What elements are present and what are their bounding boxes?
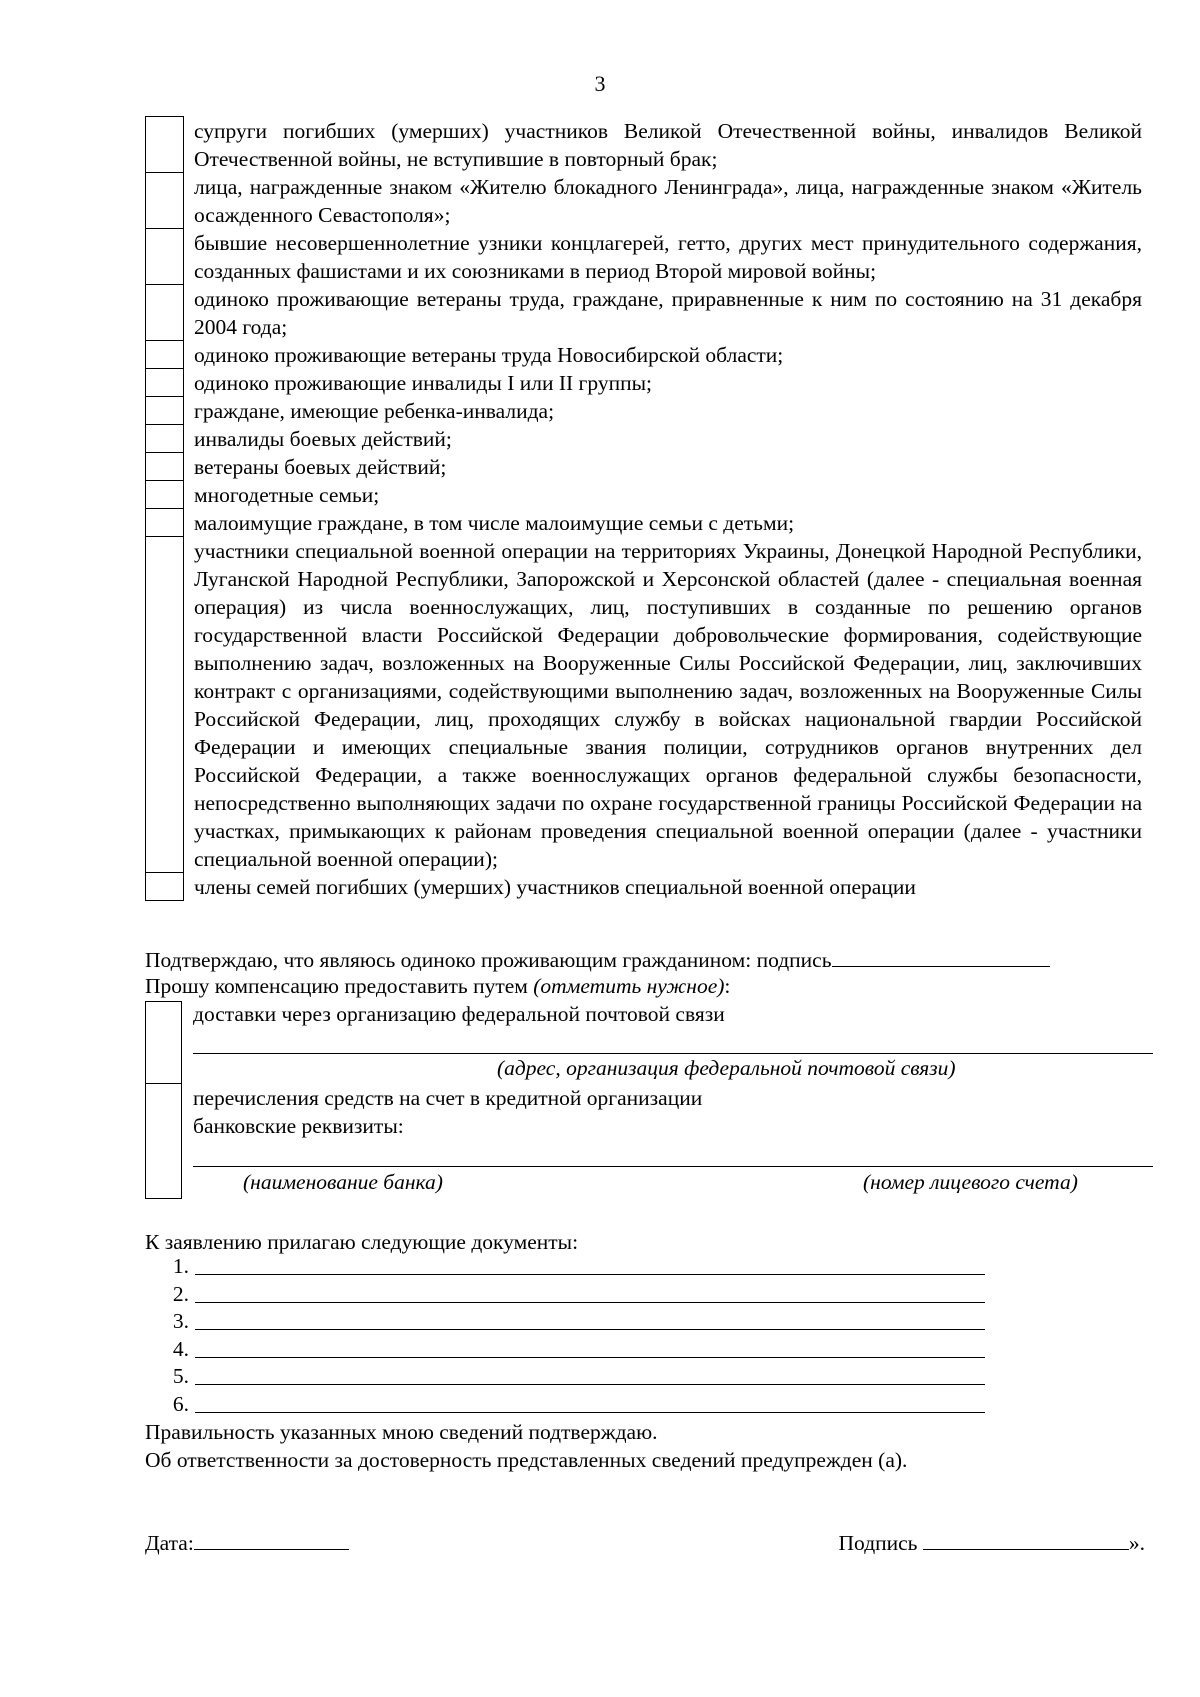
category-checkbox[interactable] (146, 509, 184, 537)
date-blank[interactable] (194, 1529, 349, 1550)
post-delivery-checkbox[interactable] (145, 1001, 182, 1083)
bank-details-line[interactable] (193, 1166, 1153, 1167)
confirm-responsibility: Об ответственности за достоверность представленных сведений предупрежден (а). (145, 1448, 908, 1472)
page-number: 3 (594, 71, 606, 96)
category-label: лица, награжденные знаком «Жителю блокадного Ленинграда», лица, награжденные знаком «Житель осажденного Севастополя»; (194, 174, 1142, 227)
category-checkbox[interactable] (146, 173, 184, 229)
signature-line[interactable] (923, 1529, 1129, 1550)
category-checkbox[interactable] (146, 873, 184, 901)
signature-blank[interactable] (832, 946, 1050, 967)
category-table (145, 116, 1143, 901)
category-label: одиноко проживающие ветераны труда, граждане, приравненные к ним по состоянию на 31 декабря 2004 года; (194, 286, 1142, 339)
confirm-correctness: Правильность указанных мною сведений подтверждаю. (145, 1420, 658, 1444)
document-entry-line[interactable] (195, 1302, 985, 1303)
document-entry-line[interactable] (195, 1357, 985, 1358)
category-label: многодетные семьи; (194, 482, 380, 507)
document-item (165, 1363, 1005, 1391)
date-field (145, 1529, 349, 1557)
category-label: участники специальной военной операции на территориях Украины, Донецкой Народной Республики, Луганской Народной Республики, Запорожской и Херсонской областей (далее - специальная военная операция) из числа военнослужащих, лиц, поступивших в созданные по решению органов государственной власти Российской Федерации добровольческие формирования, содействующие выполнению задач, возложенных на Вооруженные Силы Российской Федерации, лиц, заключивших контракт с организациями, содействующими выполнению задач, возложенных на Вооруженные Силы Российской Федерации, лиц, проходящих службу в войсках национальной гвардии Российской Федерации и имеющих специальные звания полиции, сотрудников органов внутренних дел Российской Федерации, а также военнослужащих органов федеральной службы безопасности, непосредственно выполняющих задачи по охране государственной границы Российской Федерации на участках, примыкающих к районам проведения специальной военной операции (далее - участники специальной военной операции); (194, 538, 1142, 871)
category-row (146, 873, 1143, 901)
category-label: бывшие несовершеннолетние узники концлагерей, гетто, других мест принудительного содержания, созданных фашистами и их союзниками в период Второй мировой войны; (194, 230, 1142, 283)
document-entry-line[interactable] (195, 1329, 985, 1330)
category-row (146, 173, 1143, 229)
signature-field (839, 1529, 1145, 1557)
category-label: одиноко проживающие ветераны труда Новосибирской области; (194, 342, 784, 367)
signature-label: Подпись (838, 1531, 918, 1555)
payment-method-block (145, 1001, 1155, 1199)
payment-method-prompt (145, 972, 1145, 1000)
payment-method-text: Прошу компенсацию предоставить путем (145, 974, 528, 998)
payment-method-colon: : (724, 974, 731, 998)
category-row (146, 369, 1143, 397)
document-number: 6. (172, 1391, 189, 1416)
category-row (146, 397, 1143, 425)
date-label: Дата: (145, 1531, 194, 1555)
bank-name-caption: (наименование банка) (243, 1170, 443, 1194)
category-checkbox[interactable] (146, 369, 184, 397)
single-resident-confirmation (145, 946, 1145, 974)
document-item (165, 1308, 1005, 1336)
document-number: 2. (172, 1281, 189, 1306)
document-number: 4. (172, 1336, 189, 1361)
category-checkbox[interactable] (146, 229, 184, 285)
document-item (165, 1391, 1005, 1419)
category-row (146, 453, 1143, 481)
category-checkbox[interactable] (146, 341, 184, 369)
category-checkbox[interactable] (146, 397, 184, 425)
category-label: ветераны боевых действий; (194, 454, 447, 479)
bank-transfer-label: перечисления средств на счет в кредитной организации (193, 1086, 703, 1110)
document-item (165, 1336, 1005, 1364)
bank-transfer-checkbox[interactable] (145, 1084, 182, 1199)
category-checkbox[interactable] (146, 537, 184, 873)
document-entry-line[interactable] (195, 1412, 985, 1413)
document-entry-line[interactable] (195, 1384, 985, 1385)
documents-heading: К заявлению прилагаю следующие документы: (145, 1230, 579, 1254)
document-entry-line[interactable] (195, 1274, 985, 1275)
category-label: одиноко проживающие инвалиды I или II группы; (194, 370, 653, 395)
category-label: малоимущие граждане, в том числе малоимущие семьи с детьми; (194, 510, 795, 535)
category-checkbox[interactable] (146, 285, 184, 341)
category-label: супруги погибших (умерших) участников Великой Отечественной войны, инвалидов Великой Отечественной войны, не вступившие в повторный брак; (194, 118, 1142, 171)
category-checkbox[interactable] (146, 425, 184, 453)
signature-end: ». (1128, 1531, 1145, 1555)
document-number: 3. (172, 1309, 189, 1333)
category-row (146, 481, 1143, 509)
category-row (146, 341, 1143, 369)
payment-method-note: (отметить нужное) (533, 974, 725, 998)
document-item (165, 1281, 1005, 1309)
category-label: граждане, имеющие ребенка-инвалида; (194, 398, 555, 423)
category-row (146, 509, 1143, 537)
category-row (146, 229, 1143, 285)
category-label: члены семей погибших (умерших) участников специальной военной операции (194, 874, 916, 899)
category-label: инвалиды боевых действий; (194, 426, 452, 451)
category-checkbox[interactable] (146, 117, 184, 173)
category-row (146, 285, 1143, 341)
single-resident-text: Подтверждаю, что являюсь одиноко проживающим гражданином: подпись (145, 948, 832, 972)
account-number-caption: (номер лицевого счета) (863, 1170, 1078, 1194)
category-checkbox[interactable] (146, 481, 184, 509)
document-number: 1. (172, 1254, 189, 1278)
category-row (146, 537, 1143, 873)
category-row (146, 425, 1143, 453)
documents-list (165, 1253, 1005, 1418)
bank-details-label: банковские реквизиты: (193, 1114, 404, 1138)
post-delivery-label: доставки через организацию федеральной почтовой связи (193, 1002, 725, 1026)
document-item (165, 1253, 1005, 1281)
post-address-caption: (адрес, организация федеральной почтовой связи) (497, 1056, 956, 1080)
category-row (146, 117, 1143, 173)
document-number: 5. (172, 1364, 189, 1388)
category-checkbox[interactable] (146, 453, 184, 481)
